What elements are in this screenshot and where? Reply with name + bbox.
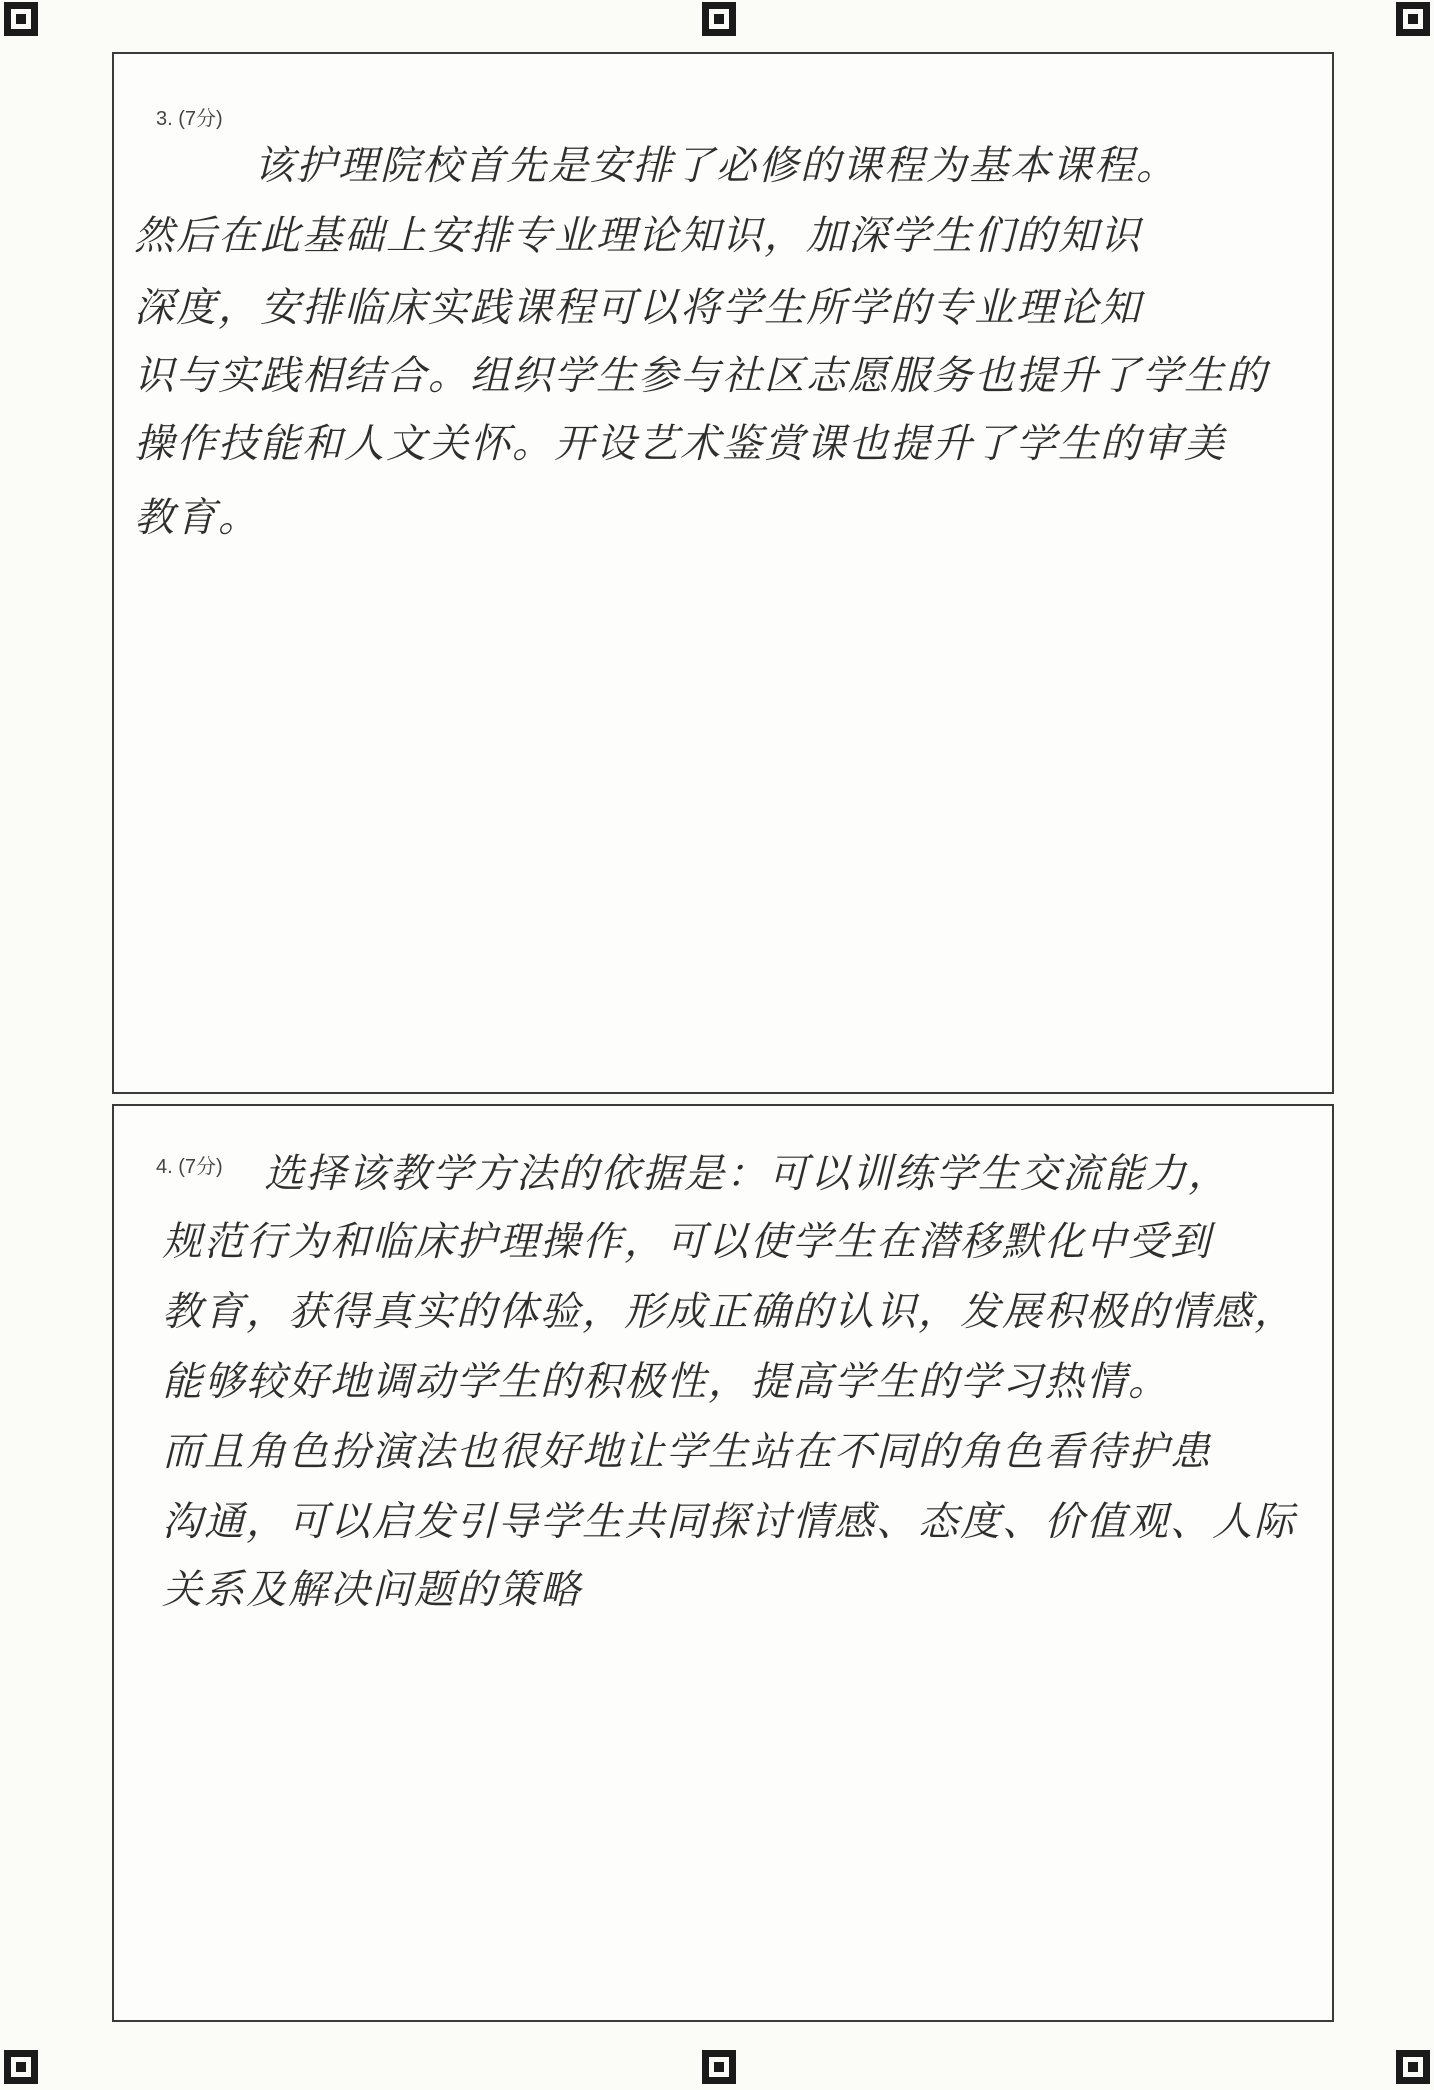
question-4-number: 4. (7分) <box>156 1156 223 1178</box>
question-4-answer-line-7: 关系及解决问题的策略 <box>162 1567 582 1613</box>
corner-marker-bottom-center <box>702 2050 736 2084</box>
question-3-answer-line-4: 识与实践相结合。组织学生参与社区志愿服务也提升了学生的 <box>134 353 1268 399</box>
question-3-answer-line-2: 然后在此基础上安排专业理论知识，加深学生们的知识 <box>134 213 1142 259</box>
corner-marker-bottom-left <box>4 2050 38 2084</box>
question-3-answer-line-6: 教育。 <box>134 495 260 541</box>
question-4-answer-line-2: 规范行为和临床护理操作，可以使学生在潜移默化中受到 <box>162 1219 1212 1265</box>
answer-box-question-4 <box>112 1104 1334 2022</box>
question-3-answer-line-1: 该护理院校首先是安排了必修的课程为基本课程。 <box>254 143 1178 189</box>
question-4-answer-line-5: 而且角色扮演法也很好地让学生站在不同的角色看待护患 <box>162 1429 1212 1475</box>
corner-marker-top-center <box>702 2 736 36</box>
question-3-answer-line-3: 深度，安排临床实践课程可以将学生所学的专业理论知 <box>134 285 1142 331</box>
answer-box-question-3 <box>112 52 1334 1094</box>
corner-marker-top-right <box>1396 2 1430 36</box>
question-4-answer-line-3: 教育，获得真实的体验，形成正确的认识，发展积极的情感， <box>162 1289 1296 1335</box>
question-4-answer-line-4: 能够较好地调动学生的积极性，提高学生的学习热情。 <box>162 1359 1170 1405</box>
question-3-number: 3. (7分) <box>156 108 223 130</box>
question-4-answer-line-6: 沟通，可以启发引导学生共同探讨情感、态度、价值观、人际 <box>162 1499 1296 1545</box>
question-3-answer-line-5: 操作技能和人文关怀。开设艺术鉴赏课也提升了学生的审美 <box>134 421 1226 467</box>
question-4-answer-line-1: 选择该教学方法的依据是：可以训练学生交流能力， <box>264 1151 1230 1197</box>
corner-marker-top-left <box>4 2 38 36</box>
corner-marker-bottom-right <box>1396 2050 1430 2084</box>
